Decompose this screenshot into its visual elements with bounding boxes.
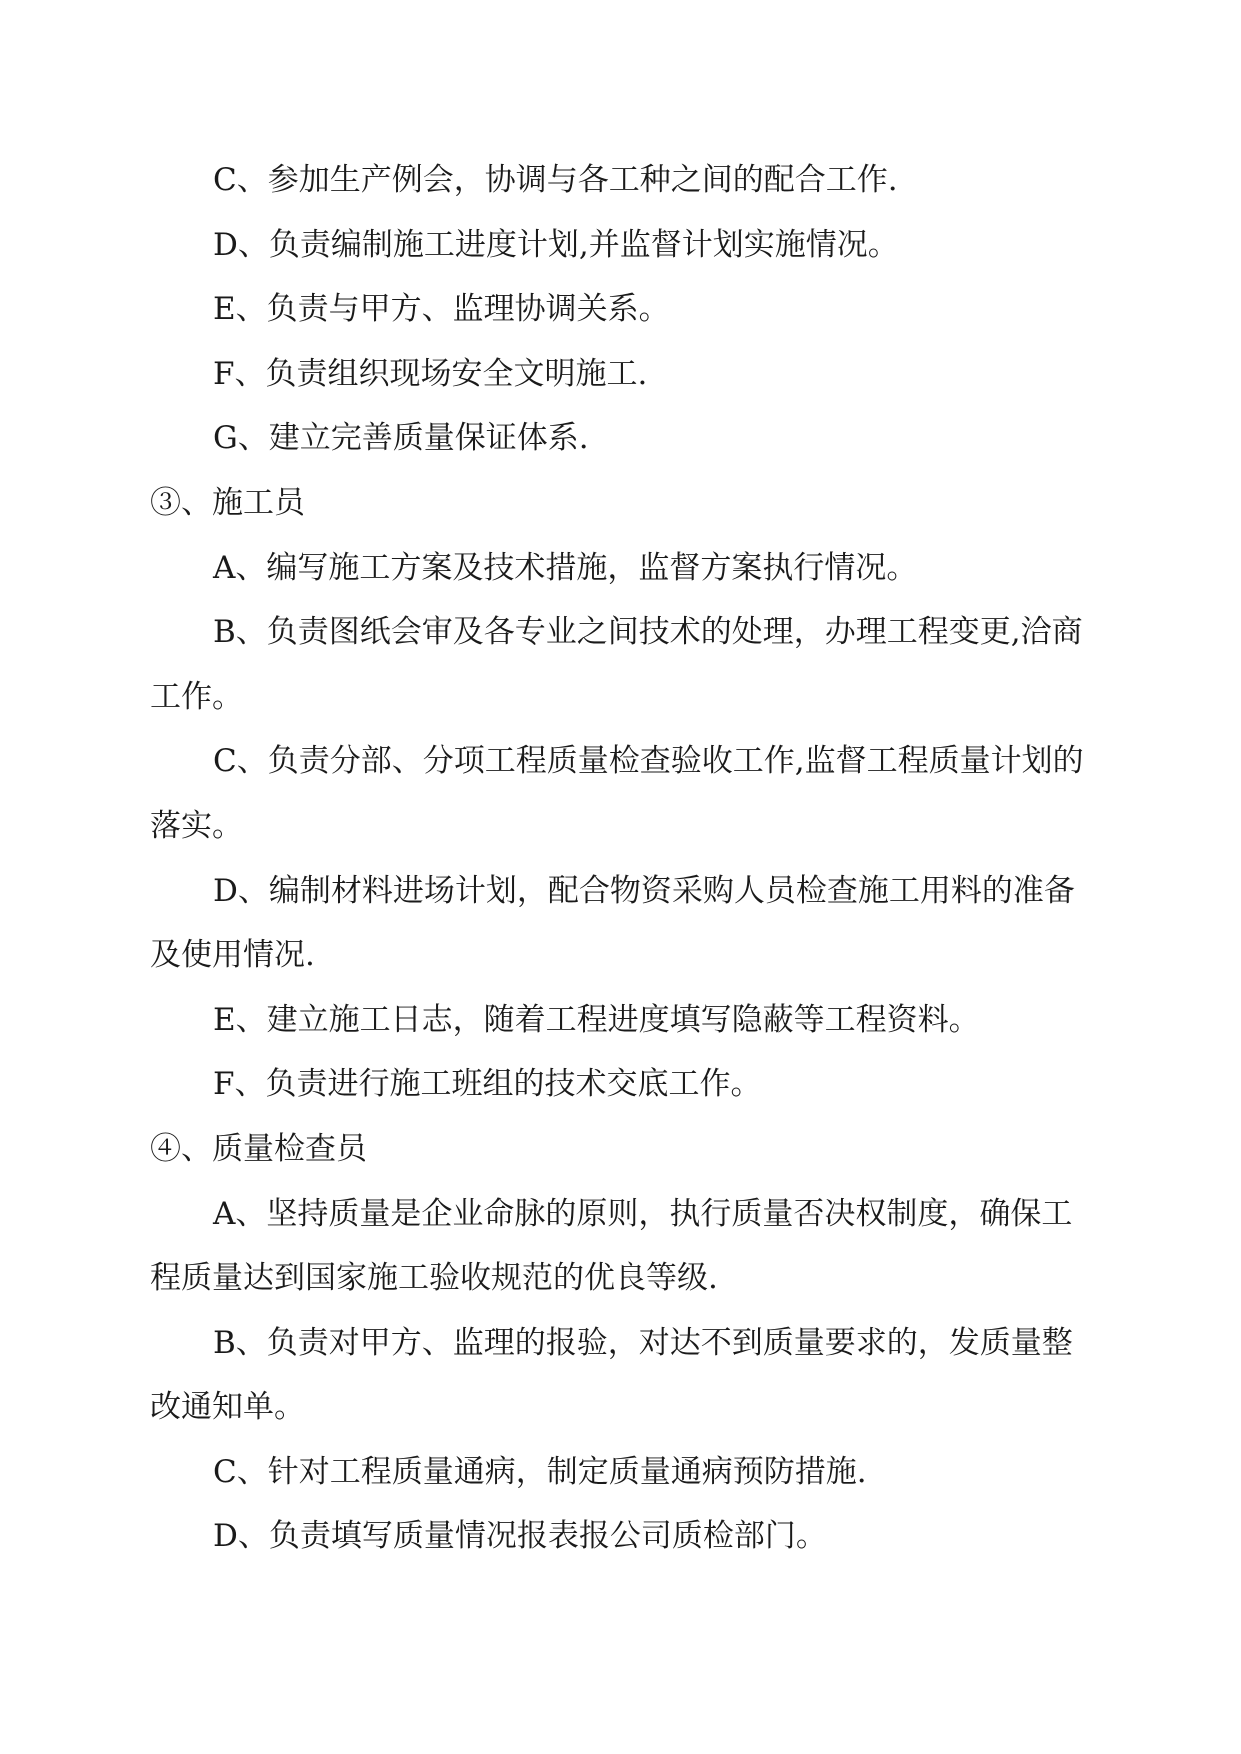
paragraph-3: E、负责与甲方、监理协调关系。: [213, 291, 670, 328]
section-heading-quality-inspector: ④、质量检查员: [150, 1130, 367, 1167]
paragraph-7: A、编写施工方案及技术措施，监督方案执行情况。: [213, 549, 918, 586]
paragraph-10: D、编制材料进场计划，配合物资采购人员检查施工用料的准备及使用情况.: [150, 872, 1075, 974]
paragraph-17: D、负责填写质量情况报表报公司质检部门。: [213, 1518, 827, 1555]
paragraph-12: F、负责进行施工班组的技术交底工作。: [213, 1066, 762, 1103]
paragraph-11: E、建立施工日志，随着工程进度填写隐蔽等工程资料。: [213, 1001, 980, 1038]
paragraph-4: F、负责组织现场安全文明施工.: [213, 355, 648, 392]
paragraph-15: B、负责对甲方、监理的报验，对达不到质量要求的，发质量整改通知单。: [150, 1324, 1073, 1426]
paragraph-2: D、负责编制施工进度计划,并监督计划实施情况。: [213, 226, 899, 263]
paragraph-1: C、参加生产例会，协调与各工种之间的配合工作.: [213, 162, 898, 198]
paragraph-9: C、负责分部、分项工程质量检查验收工作,监督工程质量计划的落实。: [150, 743, 1084, 844]
paragraph-14: A、坚持质量是企业命脉的原则，执行质量否决权制度，确保工程质量达到国家施工验收规范的优良等级.: [150, 1195, 1073, 1297]
document-page: [150, 148, 1095, 1569]
paragraph-16: C、针对工程质量通病，制定质量通病预防措施.: [213, 1453, 867, 1490]
section-heading-construction-staff: ③、施工员: [150, 484, 305, 521]
paragraph-5: G、建立完善质量保证体系.: [213, 420, 589, 457]
paragraph-8: B、负责图纸会审及各专业之间技术的处理，办理工程变更,洽商工作。: [150, 614, 1083, 715]
